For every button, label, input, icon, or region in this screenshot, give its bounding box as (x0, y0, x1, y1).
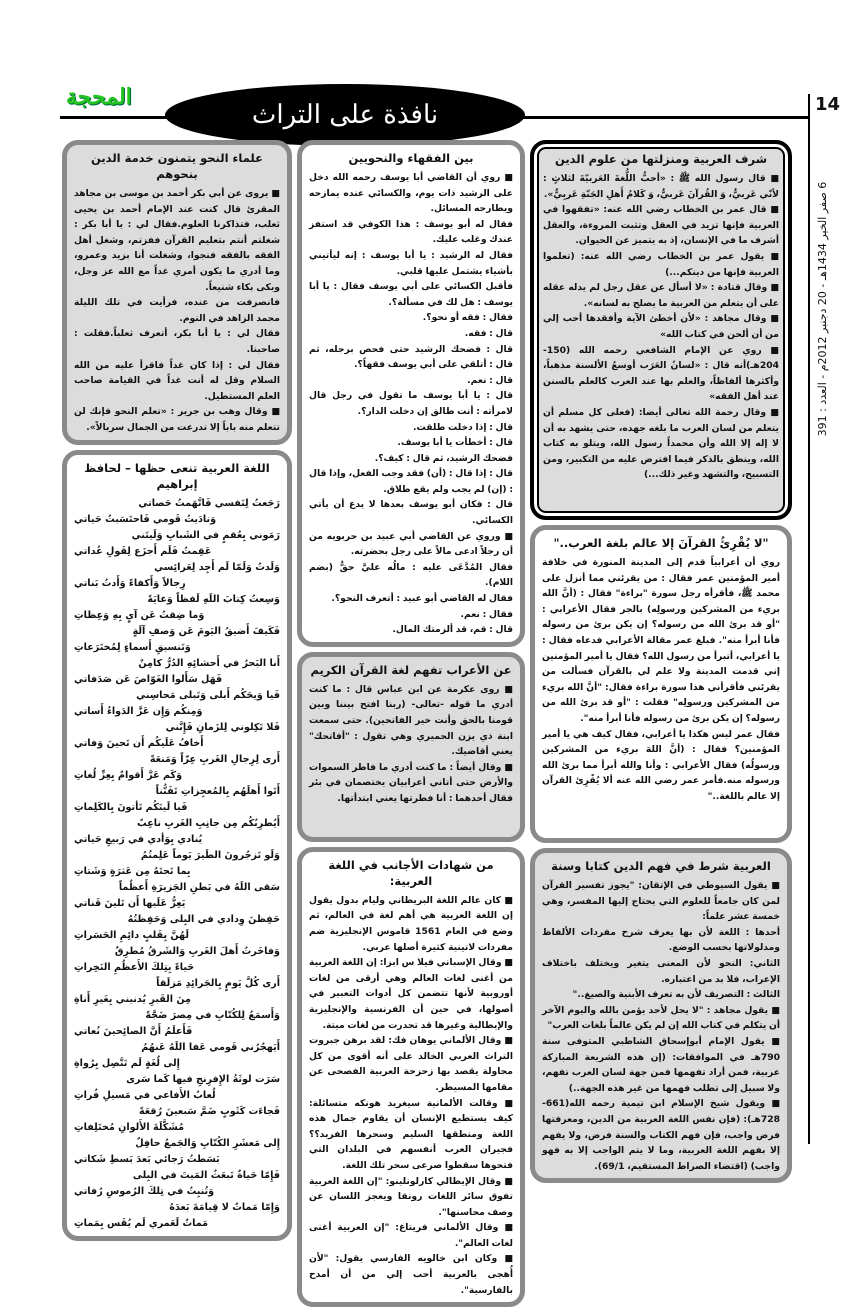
paragraph: فقال : فقه أو نحو؟. (422, 312, 513, 324)
paragraph: فقال لي : يا أبا بكر، أتعرف ثعلباً.فقلت : صاحبنا. (74, 328, 280, 355)
paragraph: قال : يا أبا يوسف ما تقول في رجل قال لامرأته : أنت طالق إن دخلت الدار؟. (309, 390, 513, 417)
verse-second-hemistich: لُعابُ الأَفاعي في مَسيلِ فُراتِ (74, 1089, 216, 1101)
verse-first-hemistich: سَقى اللَهُ في بَطنِ الجَزيرَةِ أَعظُماً (118, 881, 280, 893)
verse-second-hemistich: وَنادَيتُ قَومي فَاحتَسَبتُ حَياتي (74, 513, 217, 525)
article-aarab (297, 652, 525, 842)
paragraph: ■ كان عالم اللغة البريطاني وليام بدول يقول إن اللغة العربية هي أهم لغة في العالم، ثم وضع في العام 1561 قاموس الإنجليزية ضم مفردات لاتينية كثيرة أصلها عربي. (309, 894, 513, 953)
paragraph: ■ وروي عن القاضي أبي عبيد بن حربويه من أن رجلاً ادعى مالاً على رجل بحضرته. (309, 530, 513, 558)
verse-first-hemistich: وَأَسمَعُ لِلكُتّابِ في مِصرَ ضَجَّةً (145, 1009, 280, 1021)
verse-second-hemistich: بِما تَحتَهُ مِن عَثرَةٍ وَشَتاتِ (74, 865, 191, 877)
paragraph: فأقبل الكسائي على أبي يوسف فقال : يا أبا يوسف : هل لك في مسألة؟. (309, 281, 513, 308)
article-title: اللغة العربية تنعى حظها – لحافظ إبراهيم (84, 460, 270, 491)
paragraph: ■ وقال الألماني يوهان فك: لقد برهن جبروت التراث العربي الخالد على أنه أقوى من كل محاولة يقصد بها زحزحة العربية الفصحى عن مقامها المسيطر. (309, 1035, 513, 1093)
paragraph: روي أن أعرابياً قدم إلى المدينة المنورة في خلافة أمير المؤمنين عمر فقال : من يقرئني مما أنزل على محمد ﷺ، فأقرأه رجل سورة "براءة" فقال : (أنَّ الله بريء من المشركين ورسولِه) بالجر فقال الأعرابي : "أو قد برئ الله من رسوله؟ إن يكن برئ من رسوله فأنا أبرأ منه". فبلغ عمر مقالة الأعرابي فدعاه فقال : يا أعرابي، أتبرأ من رسول الله؟ فقال يا أمير المؤمنين إني قدمت المدينة ولا علم لي بالقرآن فسألت من يقرئني فأقرأني هذا سورة براءة فقال: "أنَّ الله بريء من المشركين ورسولِه" فقلت : "أو قد برئ الله من رسوله؟ إن يكن برئ من رسوله فأنا أبرأ منه". (542, 557, 780, 724)
paragraph: قال : إذا قال : (أن) فقد وجب الفعل، وإذا قال : (إن) لم يجب ولم يقع طلاق. (309, 468, 513, 495)
verse-first-hemistich: إِلى مَعشَرِ الكُتّابِ وَالجَمعُ حافِلٌ (135, 1137, 280, 1149)
verse-second-hemistich: عَقِمتُ فَلَم أَجزَع لِقَولِ عُداتي (74, 545, 212, 557)
verse-first-hemistich: وَلَو تَزجُرونَ الطَيرَ يَوماً عَلِمتُمُ (140, 849, 280, 861)
paragraph: ■ يروى عن أبي بكر أحمد بن موسى بن مجاهد المقرئ قال كنت عند الإمام أحمد بن يحيى ثعلب، فتذاكرنا العلوم.فقال لي : يا أبا بكر : شغلتم أنتم بتعليم القرآن ففزتم، وشغل أهل الفقه بالفقه فنجوا، وشغلت أنا بزيد وعمرو، وما أدري ما يكون أمري غداً مع الله عز وجل، وبكى بكاء شنيعاً. (74, 188, 280, 293)
paragraph: ■ يقول الإمام أبوإسحاق الشاطبي المتوفى سنة 790هـ في الموافقات: (إن هذه الشريعة المباركة عربية، فمن أراد تفهمها فمن جهة لسان العرب تفهم، ولا سبيل إلى تطلب فهمها من غير هذه الجهة..) (542, 1035, 780, 1094)
middle-column (297, 140, 525, 1307)
paragraph: فقال له القاضي أبو عبيد : أتعرف النحو؟. (331, 593, 513, 605)
verse-first-hemistich: فَجاءَت كَثَوبٍ ضَمَّ سَبعينَ رُقعَةً (138, 1105, 280, 1117)
paragraph: ■ وكان ابن خالويه الفارسي يقول: "لأن أُهجى بالعربية أحب إلي من أن أمدح بالفارسية". (309, 1253, 513, 1296)
verse-second-hemistich: مُشَكَّلَةَ الأَلوانِ مُختَلِفاتِ (74, 1121, 185, 1133)
paragraph: ■ وقال قتادة : «لا أسأل عن عقل رجل لم يدله عقله على أن يتعلم من العربية ما يصلح به لسانه». (543, 282, 779, 309)
verse-second-hemistich: وَتَنسيقِ أَسماءٍ لِمُختَرَعاتِ (74, 641, 191, 653)
verse-first-hemistich: أَتَوا أَهلَهُم بِالمُعجِزاتِ تَفَنُّناً (155, 785, 280, 797)
verse-first-hemistich: وَفاخَرتُ أَهلَ الغَربِ وَالشَرقُ مُطرِقٌ (114, 945, 280, 957)
verse-second-hemistich: فَأَعلَمُ أَنَّ الصائِحينَ نُعاتي (74, 1025, 193, 1037)
paragraph: ■ وقال الإيطالي كارلونلينو: "إن اللغة العربية تفوق سائر اللغات رونقا ويعجز اللسان عن وصف محاسنها". (309, 1175, 513, 1218)
paragraph: الثاني: النحو لأن المعنى يتغير ويختلف باختلاف الإعراب، فلا بد من اعتباره. (542, 957, 780, 985)
page-number: 14 (815, 94, 841, 115)
verse-first-hemistich: فَكَيفَ أَضيقُ اليَومَ عَن وَصفِ آلَةٍ (132, 625, 280, 637)
paragraph: قال : نعم. (467, 374, 513, 386)
verse-second-hemistich: وَتُنبِتُ في تِلكَ الرُموسِ رُفاتي (74, 1185, 215, 1197)
verse-second-hemistich: فَيا لَيتَكُم تَأتونَ بِالكَلِماتِ (74, 801, 188, 813)
paragraph: قال : فضحك الرشيد حتى فحص برجله، ثم قال : أتلقي على أبي يوسف فقهاً؟. (309, 343, 513, 371)
issue-date: 6 صفر الخير 1434هـ - 20 دجنبر 2012م - العدد : 391 (816, 181, 829, 437)
article-sharaf (530, 140, 792, 520)
paragraph: ■ يقول عمر بن الخطاب رضي الله عنه: (تعلموا العربية فإنها من دينكم...) (543, 250, 779, 278)
paragraph: الثالث : التصريف لأن به تعرف الأبنية والصيغ.." (572, 989, 780, 1001)
paragraph: ■ وقالت الألمانية سيغريد هونكه متسائلة: كيف يستطيع الإنسان أن يقاوم جمال هذه اللغة ومنطقها السليم وسحرها الفريد؟؟ فجيران العرب أنفسهم في البلدان التي فتحوها سقطوا صرعى سحر تلك اللغة. (309, 1097, 513, 1171)
paragraph: قال : أخطأت يا أبا يوسف. (397, 437, 513, 449)
verse-second-hemistich: يَعِزُّ عَلَيها أَن تَلينَ قَناتي (74, 897, 186, 909)
verse-first-hemistich: أَيُطرِبُكُم مِن جانِبِ الغَربِ ناعِبٌ (137, 817, 280, 829)
verse-second-hemistich: وَما ضِقتُ عَن آيٍ بِهِ وَعِظاتِ (74, 609, 205, 621)
paragraph: قال : فقه. (464, 327, 513, 339)
paragraph: ■ روي عن الإمام الشافعي رحمه الله (150-204هـ)أنه قال : «لسانُ العَرَب أوسعُ الألسنة مذهباً، وأكثرها ألفاظاً، والعلم بها عند العرب كالعلم بالسنن عند أهل الفقه» (543, 344, 779, 403)
article-title: عن الأعراب تفهم لغة القرآن الكريم (310, 662, 512, 677)
paragraph: فقال له أبو يوسف : هذا الكوفي قد استفز عندك وغلب عليك. (309, 218, 513, 246)
verse-second-hemistich: أَخافُ عَلَيكُم أَن تَحينَ وَفاتي (74, 737, 204, 749)
article-ajanib (297, 847, 525, 1307)
verse-first-hemistich: وَإِمّا مَماتٌ لا قِيامَةَ بَعدَهُ (169, 1201, 280, 1213)
article-title: "لا يُقْرِئُ القرآنَ إلا عالم بلغة العرب.." (553, 536, 769, 550)
verse-second-hemistich: إِلى لُغَةٍ لَم تَتَّصِل بِرُواةِ (74, 1057, 180, 1069)
paragraph: ■ وقال رحمة الله تعالى أيضا: (فعلى كل مسلم أن يتعلم من لسان العرب ما بلغه جهده، حتى يشهد به أن لا إله إلا الله وأن محمداً رسول الله، ويتلو به كتاب الله، وينطق بالذكر فيما افترض عليه من التكبير، ومن التسبيح، والتشهد وغير ذلك...) (543, 406, 779, 481)
paragraph: ■ روى عكرمة عن ابن عباس قال : ما كنت أدري ما قوله -تعالى- (ربنا افتح بيننا وبين قومنا بالحق وأنت خير الفاتحين). حتى سمعت ابنة ذي يزن الحميري وهي تقول : "أفاتحك" يعني أقاضيك. (309, 683, 513, 758)
verse-first-hemistich: رَمَوني بِعُقمٍ في الشَبابِ وَلَيتَني (131, 529, 280, 541)
article-ulama (62, 140, 292, 445)
paragraph: ■ وقال أيضاً : ما كنت أدري ما فاطر السموات والأرض حتى أتاني أعرابيان يختصمان في بئر فقال أحدهما : أنا فطرتها يعني ابتدأتها. (309, 761, 513, 804)
article-shart (530, 848, 792, 1183)
article-title: علماء النحو يتمنون خدمة الدين بنحوهم (91, 151, 263, 181)
verse-second-hemistich: يُنادي بِوَأدي في رَبيعِ حَياتي (74, 833, 203, 845)
article-la-yuqri (530, 525, 792, 843)
article-title: شرف العربية ومنزلتها من علوم الدين (555, 152, 767, 166)
verse-first-hemistich: أَرى كُلَّ يَومٍ بِالجَرائِدِ مَزلَقاً (156, 977, 280, 989)
article-fuqaha (297, 140, 525, 647)
verse-first-hemistich: فَإِمّا حَياةٌ تَبعَثُ المَيتَ في البِلى (132, 1169, 280, 1181)
paragraph: ■ روي أن القاضي أبا يوسف رحمه الله دخل على الرشيد ذات يوم، والكسائي عنده يمازحه ويطارحه المسائل. (309, 172, 513, 215)
publication-logo: المحجة (66, 84, 132, 110)
paragraph: ■ وقال الإسباني فيلا س ابزا: إن اللغة العربية من أغنى لغات العالم وهي أرقى من لغات أوروبية لأنها تتضمن كل أدوات التعبير في أصولها، في حين أن الفرنسية والإنجليزية والإيطالية وغيرها قد تحدرت من لغات ميتة. (309, 957, 513, 1031)
paragraph: أحدها : اللغة لأن بها يعرف شرح مفردات الألفاظ ومدلولاتها بحسب الوضع. (542, 926, 780, 954)
verse-second-hemistich: وَكَم عَزَّ أَقوامٌ بِعِزِّ لُغاتِ (74, 769, 183, 781)
paragraph: فقال لي : إذا كان غداً فاقرأ عليه من الله السلام وقل له أنت غداً في القيامة صاحب العلم المستطيل. (74, 359, 280, 402)
paragraph: ■ يقول مجاهد : "لا يحل لأحد يؤمن بالله واليوم الآخر أن يتكلم في كتاب الله إن لم يكن عالماً بلغات العرب" (542, 1004, 780, 1032)
paragraph: فقال : نعم. (460, 608, 513, 620)
article-title: بين الفقهاء والنحويين (348, 151, 474, 165)
paragraph: قال : فكان أبو يوسف بعدها لا يدع أن يأتي الكسائي. (309, 499, 513, 527)
article-title: العربية شرط في فهم الدين كتابا وسنة (551, 859, 771, 873)
verse-second-hemistich: مَماتٌ لَعَمري لَم يُقَس بِمَماتِ (74, 1217, 209, 1229)
left-column (62, 140, 292, 1241)
verse-second-hemistich: حَياءً بِتِلكَ الأَعظُمِ النَخِراتِ (74, 961, 195, 973)
paragraph: فضحك الرشيد، ثم قال : كيف؟. (374, 452, 513, 464)
article-title: من شهادات الأجانب في اللغة العربية: (328, 857, 494, 888)
margin-rule (808, 94, 810, 1144)
verse-first-hemistich: وَسِعتُ كِتابَ اللَهِ لَفظاً وَغايَةً (147, 593, 280, 605)
verse-second-hemistich: وَمِنكُم وَإِن عَزَّ الدَواءُ أَساتي (74, 705, 203, 717)
paragraph: ■ قال رسول الله ﷺ : «أحبُّ اللُّغةَ العَربيّةَ لثلاثٍ : لأنّي عَربيٌّ، وَ القُرآنَ عَربيٌّ، وَ كَلامُ أَهلِ الجَنّةِ عَربِيٌّ». (543, 173, 779, 200)
paragraph: ■ قال عمر بن الخطاب رضي الله عنه: «تفقهوا في العربية فإنها تزيد في العقل وتثبت المروءة، والعقل أشرف ما في الإنسان، إذ به يتميز عن الحيوان. (543, 204, 779, 247)
paragraph: قال : قم، قد ألزمتك المال. (392, 624, 513, 636)
section-banner (165, 84, 525, 146)
paragraph: فانصرفت من عنده، فرأيت في تلك الليلة محمد الزاهد في النوم. (74, 297, 280, 324)
verse-first-hemistich: فَيا وَيحَكُم أَبلى وَتَبلى مَحاسِني (136, 689, 280, 701)
verse-second-hemistich: لَهُنَّ بِقَلبٍ دائِمِ الحَسَراتِ (74, 929, 189, 941)
verse-first-hemistich: أَرى لِرِجالِ الغَربِ عِزّاً وَمَنعَةً (149, 753, 280, 765)
paragraph: قال : إذا دخلت طلقت. (413, 421, 513, 433)
verse-second-hemistich: رِجالاً وَأَكفاءً وَأَدتُ بَناتي (74, 577, 186, 589)
paragraph: فقال له الرشيد : يا أبا يوسف : إنه ليأتيني بأشياء يشتمل عليها قلبي. (309, 249, 513, 277)
section-title: نافذة على التراث (251, 100, 439, 130)
paragraph: ■ ويقول شيخ الإسلام ابن تيمية رحمه الله(661-728هـ): (فإن نفس اللغة العربية من الدين، ومعرفتها فرض واجب، فإن فهم الكتاب والسنة فرض، ولا يفهم إلا بفهم اللغة العربية، وما لا يتم الواجب إلا به فهو واجب) (اقتضاء الصراط المستقيم، 69/1). (542, 1098, 780, 1172)
verse-first-hemistich: فَلا تَكِلوني لِلزَمانِ فَإِنَّني (165, 721, 280, 733)
verse-first-hemistich: أَنا البَحرُ في أَحشائِهِ الدُرُّ كامِنٌ (138, 657, 280, 669)
verse-second-hemistich: بَسَطتُ رَجائي بَعدَ بَسطِ شَكاتي (74, 1153, 220, 1165)
verse-first-hemistich: أَيَهجُرُني قَومي عَفا اللَهُ عَنهُمُ (141, 1041, 280, 1053)
verse-first-hemistich: رَجَعتُ لِنَفسي فَاتَّهَمتُ حَصاتي (138, 497, 280, 509)
verse-first-hemistich: وَلَدتُ وَلَمّا لَم أَجِد لِعَرائِسي (154, 561, 280, 573)
right-column (530, 140, 792, 1183)
paragraph: ■ وقال مجاهد : «لأن أخطئ الآية وأفقدها أحب إلي من أن ألحن في كتاب الله» (543, 313, 779, 340)
paragraph: ■ وقال الألماني فريتاغ: "إن العربية أغنى لغات العالم". (309, 1222, 513, 1249)
verse-second-hemistich: فَهَل سَأَلوا الغَوّاصَ عَن صَدَفاتي (74, 673, 223, 685)
paragraph: فقال عمر ليس هكذا يا أعرابي، فقال كيف هي يا أمير المؤمنين؟ فقال : (أنَّ اللهَ بريء من المشركين ورسولُه) فقال الأعرابي : وأنا والله أبرأ مما برئ الله ورسوله منه.فأمر عمر رضي الله عنه ألا يُقْرِئ القرآن إلا عالم باللغة.." (542, 728, 780, 802)
verse-first-hemistich: حَفِظنَ وِدادي في البِلى وَحَفِظتُهُ (127, 913, 280, 925)
paragraph: فقال المُدَّعَى عليه : مالُه عليَّ حقٌّ (بضم اللام). (309, 561, 513, 589)
paragraph: ■ وقال وهب بن جرير : «تعلم النحو فإنك لن تتعلم منه باباً إلا تدرعت من الجمال سربالاً». (74, 406, 280, 433)
paragraph: ■ يقول السيوطي في الإتقان: "يجوز تفسير القرآن لمن كان جامعاً للعلوم التي يحتاج إليها المفسر، وهي خمسة عشر علماً: (542, 880, 780, 923)
verse-second-hemistich: مِنَ القَبرِ يُدنيني بِغَيرِ أَناةِ (74, 993, 191, 1005)
verse-first-hemistich: سَرَت لوثَةُ الإِفرِنجِ فيها كَما سَرى (126, 1073, 280, 1085)
article-poem (62, 450, 292, 1241)
